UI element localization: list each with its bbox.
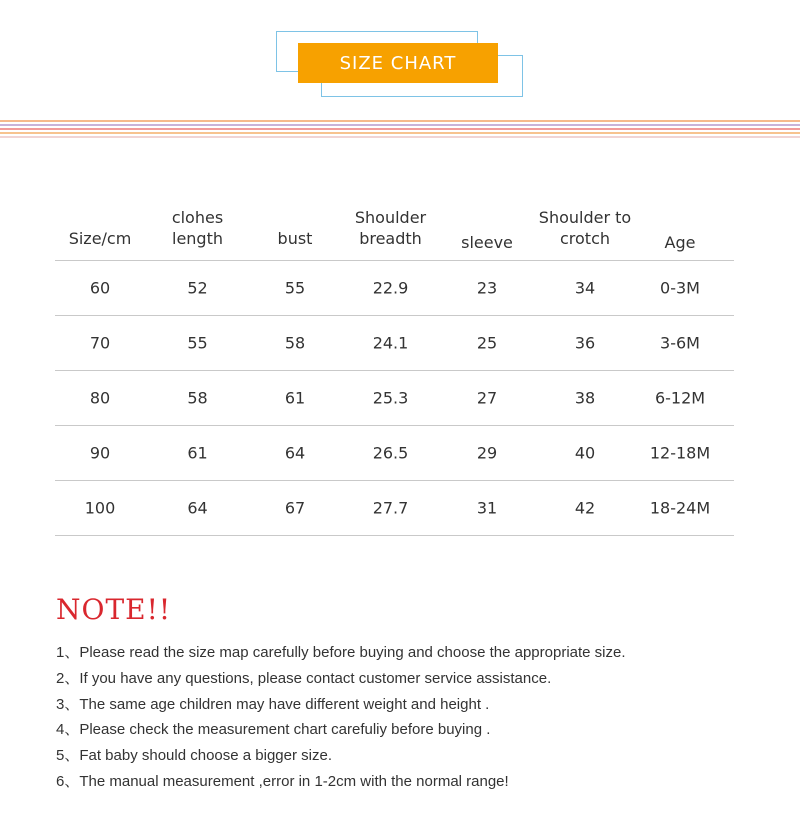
table-cell: 64 [187, 498, 208, 518]
decorative-stripes [0, 120, 800, 138]
header-shoulder-to-crotch: Shoulder to crotch [538, 208, 632, 248]
table-cell: 58 [284, 333, 306, 353]
table-cell: 23 [476, 278, 498, 298]
table-cell: 80 [89, 388, 111, 408]
table-cell: 70 [89, 333, 111, 353]
note-item: 2、If you have any questions, please contact customer service assistance. [56, 669, 552, 687]
size-table [55, 195, 734, 536]
table-cell: 27.7 [372, 498, 409, 518]
note-item: 5、Fat baby should choose a bigger size. [56, 747, 332, 765]
notes-list [56, 642, 776, 797]
header-clothes-length: clohes length [171, 208, 224, 248]
stripe-line [0, 132, 800, 134]
stripe-line [0, 124, 800, 126]
note-title: NOTE!! [56, 593, 172, 626]
table-cell: 34 [574, 278, 596, 298]
note-item: 3、The same age children may have different weight and height . [56, 695, 490, 713]
note-item: 4、Please check the measurement chart carefuliy before buying . [56, 721, 491, 739]
table-cell: 58 [187, 388, 208, 408]
header-shoulder-breadth: Shoulder breadth [354, 208, 427, 248]
table-cell: 64 [284, 443, 306, 463]
size-chart-title: SIZE CHART [298, 43, 498, 83]
stripe-line [0, 128, 800, 130]
table-cell: 18-24M [649, 498, 711, 518]
table-cell: 61 [284, 388, 306, 408]
header-age: Age [664, 233, 696, 252]
table-cell: 90 [89, 443, 111, 463]
header-bust: bust [277, 229, 313, 248]
table-cell: 38 [574, 388, 596, 408]
table-cell: 100 [84, 498, 116, 518]
table-cell: 52 [187, 278, 208, 298]
table-cell: 24.1 [372, 333, 409, 353]
stripe-line [0, 136, 800, 138]
table-cell: 55 [187, 333, 208, 353]
table-cell: 26.5 [372, 443, 409, 463]
note-item: 6、The manual measurement ,error in 1-2cm with the normal range! [56, 772, 509, 790]
table-cell: 6-12M [654, 388, 706, 408]
table-cell: 31 [476, 498, 498, 518]
table-cell: 29 [476, 443, 498, 463]
table-cell: 67 [284, 498, 306, 518]
size-chart-header [0, 0, 800, 110]
table-cell: 27 [476, 388, 498, 408]
table-cell: 12-18M [649, 443, 711, 463]
table-cell: 55 [284, 278, 306, 298]
table-cell: 25.3 [372, 388, 409, 408]
table-cell: 36 [574, 333, 596, 353]
header-size: Size/cm [68, 229, 132, 248]
header-sleeve: sleeve [461, 233, 513, 252]
table-cell: 60 [89, 278, 111, 298]
table-cell: 22.9 [372, 278, 409, 298]
table-cell: 25 [476, 333, 498, 353]
table-header [55, 195, 734, 261]
table-row [55, 426, 734, 481]
note-item: 1、Please read the size map carefully before buying and choose the appropriate size. [56, 644, 626, 661]
table-row [55, 371, 734, 426]
table-row [55, 316, 734, 371]
table-cell: 0-3M [660, 278, 700, 298]
stripe-line [0, 120, 800, 122]
table-row [55, 481, 734, 536]
table-cell: 61 [187, 443, 208, 463]
table-row [55, 261, 734, 316]
table-cell: 3-6M [660, 333, 700, 353]
table-cell: 42 [574, 498, 596, 518]
table-cell: 40 [574, 443, 596, 463]
